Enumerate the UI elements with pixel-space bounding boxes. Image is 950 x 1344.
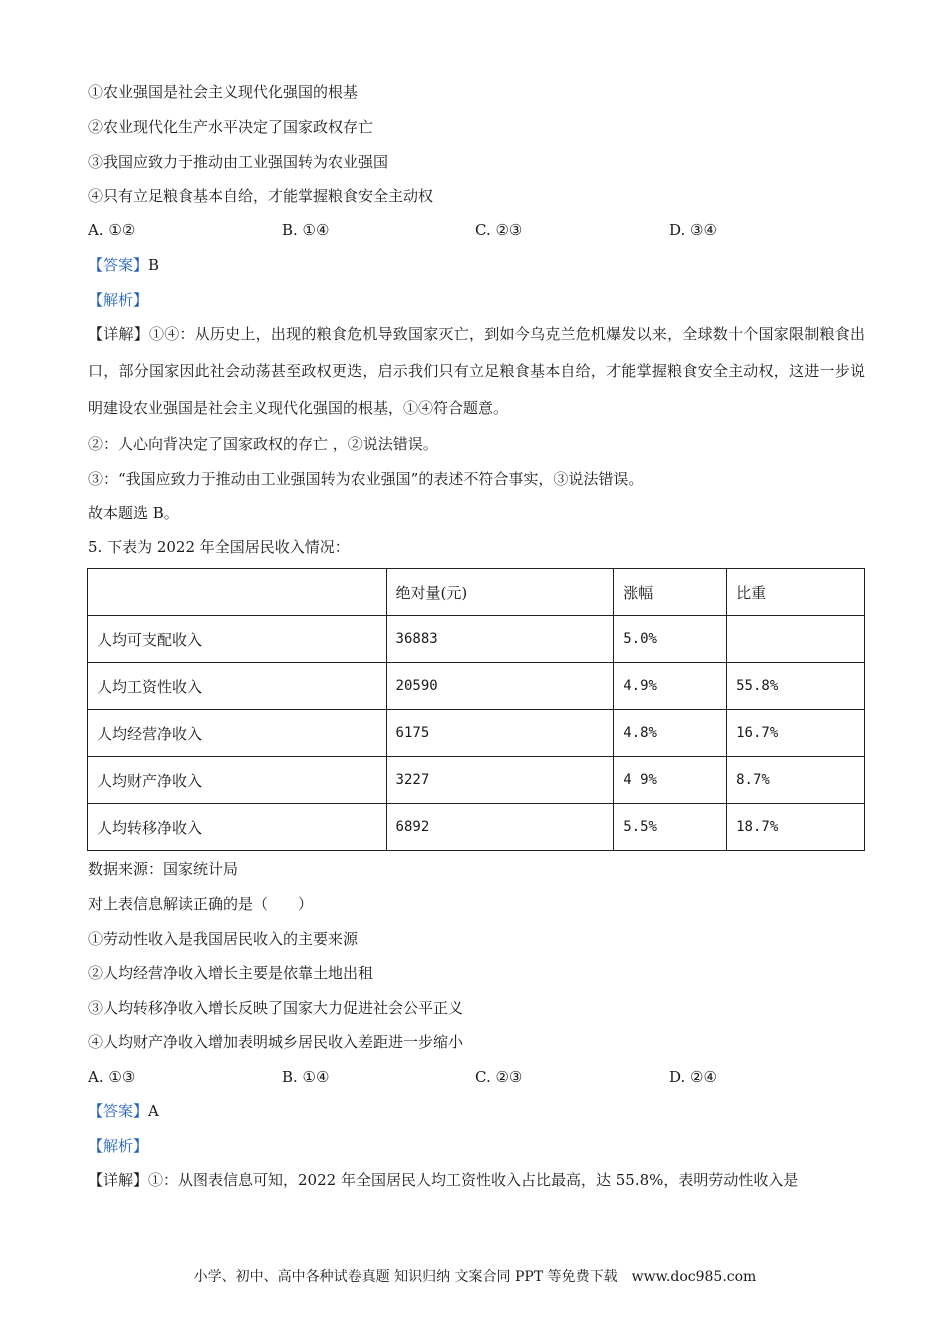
- q5-option-d: D. ②④: [669, 1068, 717, 1086]
- table-header-cell: 涨幅: [614, 569, 727, 616]
- q5-option-b: B. ①④: [282, 1068, 330, 1086]
- table-cell: 8.7%: [727, 757, 865, 804]
- q4-option-a: A. ①②: [88, 221, 136, 239]
- q5-stem: 5. 下表为 2022 年全国居民收入情况：: [88, 538, 350, 556]
- q5-option-c: C. ②③: [475, 1068, 523, 1086]
- table-cell: 16.7%: [727, 710, 865, 757]
- q4-statement-4: ④只有立足粮食基本自给，才能掌握粮食安全主动权: [88, 187, 434, 205]
- table-cell: 4.8%: [614, 710, 727, 757]
- table-cell: 36883: [386, 616, 614, 663]
- q4-detail: [88, 316, 865, 427]
- q4-statement-3: ③我国应致力于推动由工业强国转为农业强国: [88, 153, 389, 171]
- q5-answer: [88, 1101, 159, 1121]
- q5-analysis-label: 【解析】: [88, 1137, 149, 1155]
- table-cell: 6175: [386, 710, 614, 757]
- table-row: [88, 663, 865, 710]
- table-cell: 6892: [386, 804, 614, 851]
- q5-source: 数据来源：国家统计局: [88, 860, 239, 878]
- answer-label: 【答案】: [88, 256, 149, 274]
- q5-statement-1: ①劳动性收入是我国居民收入的主要来源: [88, 930, 359, 948]
- q4-conclusion: 故本题选 B。: [88, 504, 179, 522]
- q4-statement-2: ②农业现代化生产水平决定了国家政权存亡: [88, 118, 374, 136]
- q5-statement-3: ③人均转移净收入增长反映了国家大力促进社会公平正义: [88, 999, 464, 1017]
- detail-label: 【详解】: [88, 1171, 149, 1189]
- table-header-cell: 比重: [727, 569, 865, 616]
- table-cell: 人均可支配收入: [88, 616, 387, 663]
- q4-option-b: B. ①④: [282, 221, 330, 239]
- table-cell: 4.9%: [614, 663, 727, 710]
- q4-detail-line-3: ③：“我国应致力于推动由工业强国转为农业强国”的表述不符合事实，③说法错误。: [88, 470, 644, 488]
- q4-answer: [88, 255, 159, 275]
- table-row: [88, 757, 865, 804]
- table-cell: 人均转移净收入: [88, 804, 387, 851]
- q4-statement-1: ①农业强国是社会主义现代化强国的根基: [88, 83, 359, 101]
- table-cell: 5.0%: [614, 616, 727, 663]
- detail-label: 【详解】: [88, 325, 149, 343]
- detail-text: ①：从图表信息可知，2022 年全国居民人均工资性收入占比最高，达 55.8%，表明劳动性收入是: [148, 1171, 799, 1189]
- q4-option-d: D. ③④: [669, 221, 717, 239]
- answer-value: A: [148, 1102, 159, 1120]
- q5-question: 对上表信息解读正确的是（ ）: [88, 895, 314, 913]
- table-row: [88, 710, 865, 757]
- income-table: [87, 568, 865, 851]
- answer-label: 【答案】: [88, 1102, 149, 1120]
- answer-value: B: [148, 256, 160, 274]
- q4-options: [88, 220, 868, 240]
- q5-detail: [88, 1162, 865, 1199]
- table-cell: 5.5%: [614, 804, 727, 851]
- table-header-cell: 绝对量(元): [386, 569, 614, 616]
- q4-detail-line-2: ②：人心向背决定了国家政权的存亡 ，②说法错误。: [88, 435, 438, 453]
- q4-option-c: C. ②③: [475, 221, 523, 239]
- table-cell: 人均工资性收入: [88, 663, 387, 710]
- table-header-row: [88, 569, 865, 616]
- q5-option-a: A. ①③: [88, 1068, 136, 1086]
- q5-statement-4: ④人均财产净收入增加表明城乡居民收入差距进一步缩小: [88, 1033, 464, 1051]
- page-footer: 小学、初中、高中各种试卷真题 知识归纳 文案合同 PPT 等免费下载 www.doc985.com: [193, 1269, 757, 1285]
- table-cell: 人均财产净收入: [88, 757, 387, 804]
- table-cell: 3227: [386, 757, 614, 804]
- table-cell: 人均经营净收入: [88, 710, 387, 757]
- q5-statement-2: ②人均经营净收入增长主要是依靠土地出租: [88, 964, 374, 982]
- table-cell: 55.8%: [727, 663, 865, 710]
- table-cell: 18.7%: [727, 804, 865, 851]
- q5-options: [88, 1067, 868, 1087]
- q4-analysis-label: 【解析】: [88, 291, 149, 309]
- table-cell: 20590: [386, 663, 614, 710]
- detail-text: ①④：从历史上，出现的粮食危机导致国家灭亡，到如今乌克兰危机爆发以来，全球数十个国家限制粮食出口，部分国家因此社会动荡甚至政权更迭，启示我们只有立足粮食基本自给，才能掌握粮食安全主动权，这进一步说明建设农业强国是社会主义现代化强国的根基，①④符合题意。: [88, 325, 865, 417]
- table-cell: 4 9%: [614, 757, 727, 804]
- table-header-cell: [88, 569, 387, 616]
- table-row: [88, 616, 865, 663]
- table-row: [88, 804, 865, 851]
- table-cell: [727, 616, 865, 663]
